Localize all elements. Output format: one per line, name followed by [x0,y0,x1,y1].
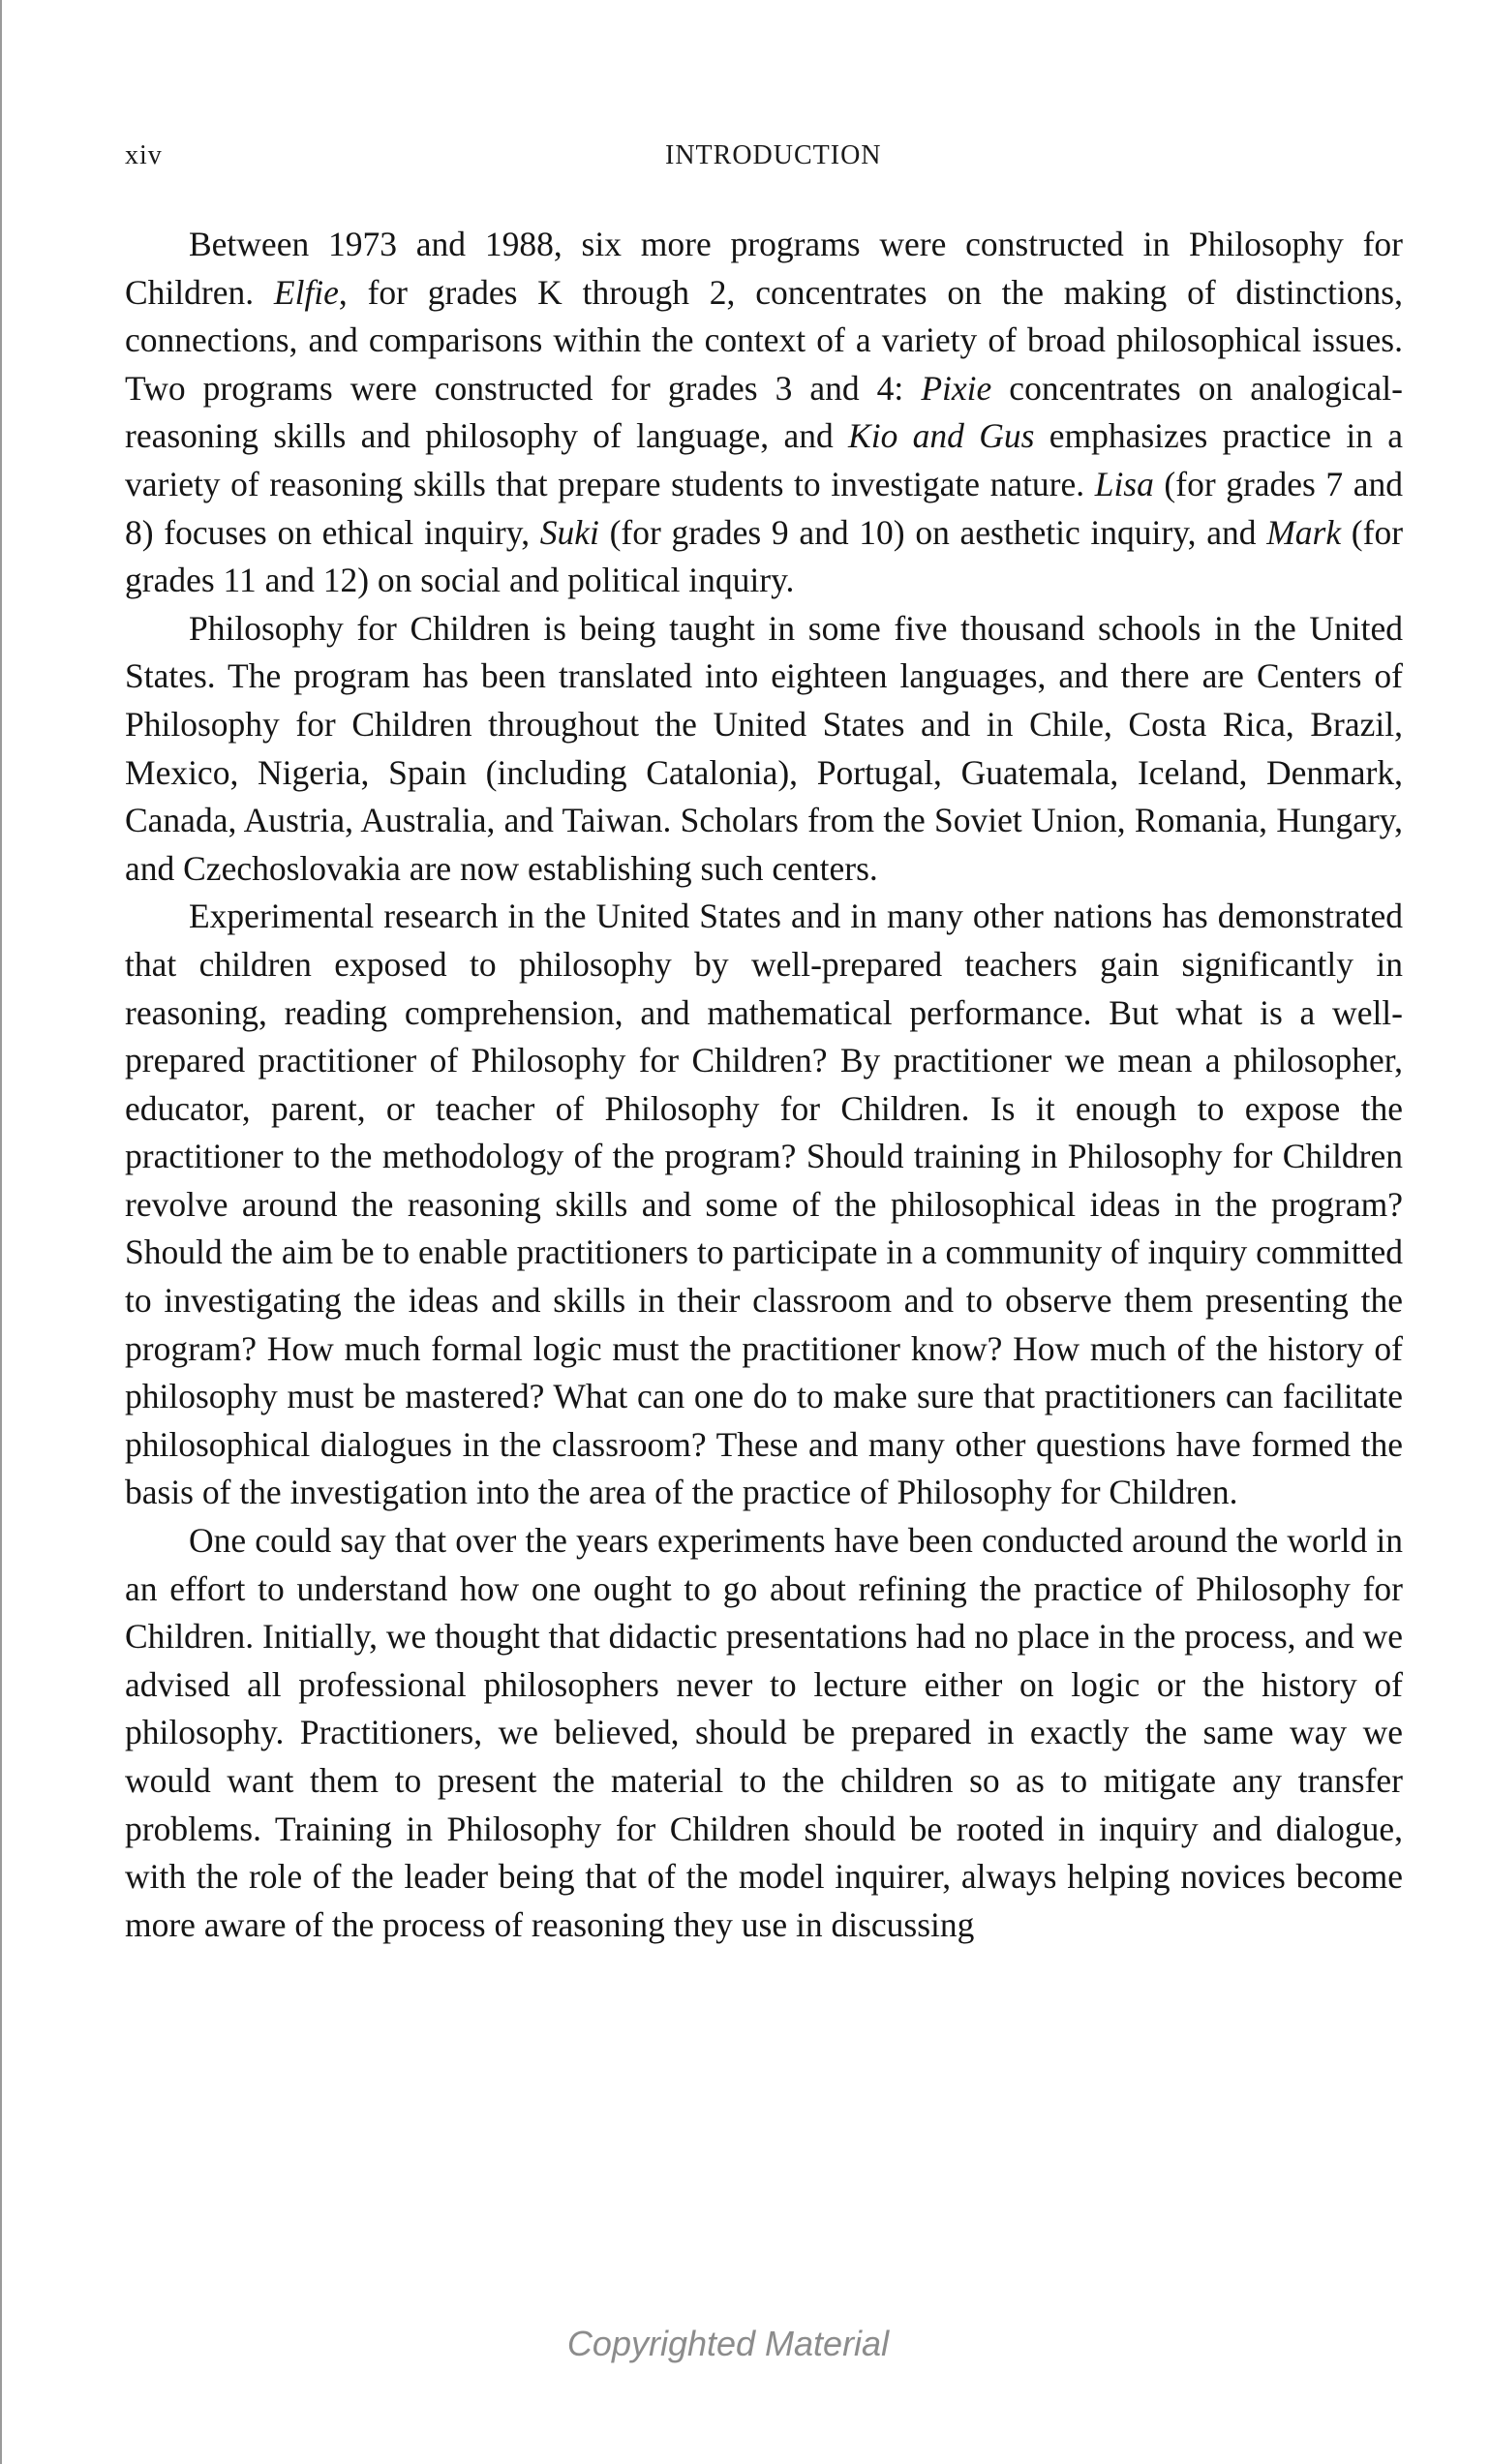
text-run: Philosophy for Children is being taught in some five thousand schools in the United States. The program has been translated into eighteen languages, and there are Centers of Philosophy for Children throughout the United States and in Chile, Costa Rica, Brazil, Mexico, Nigeria, Spain (including Catalonia), Portugal, Guatemala, Iceland, Denmark, Canada, Austria, Australia, and Taiwan. Scholars from the Soviet Union, Romania, Hungary, and Czechoslovakia are now establishing such centers. [125,608,1403,888]
running-header [125,140,1403,179]
text-run: (for grades 9 and 10) on aesthetic inquiry, and [598,512,1267,552]
book-title-pixie: Pixie [921,368,992,408]
book-title-elfie: Elfie [273,272,339,312]
text-run: emphasizes practice in a variety of reasoning skills that prepare students to investigate nature. [125,416,1403,503]
text-run: (for grades 7 and 8) focuses on ethical inquiry, [125,464,1403,552]
paragraph [125,221,1403,605]
body-text [125,221,1403,1949]
book-title-mark: Mark [1266,512,1342,552]
text-run: Experimental research in the United States and in many other nations has demonstrated that children exposed to philosophy by well-prepared teachers gain significantly in reasoning, reading comprehension, and mathematical performance. But what is a well-prepared practitioner of Philosophy for Children? By practitioner we mean a philosopher, educator, parent, or teacher of Philosophy for Children. Is it enough to expose the practitioner to the methodology of the program? Should training in Philosophy for Children revolve around the reasoning skills and some of the philosophical ideas in the program? Should the aim be to enable practitioners to participate in a community of inquiry committed to investigating the ideas and skills in their classroom and to observe them presenting the program? How much formal logic must the practitioner know? How much of the history of philosophy must be mastered? What can one do to make sure that practitioners can facilitate philosophical dialogues in the classroom? These and many other questions have formed the basis of the investigation into the area of the practice of Philosophy for Children. [125,897,1403,1512]
text-run: One could say that over the years experiments have been conducted around the world in an effort to understand how one ought to go about refining the practice of Philosophy for Children. Initially, we thought that didactic presentations had no place in the process, and we advised all professional philosophers never to lecture either on logic or the history of philosophy. Practitioners, we believed, should be prepared in exactly the same way we would want them to present the material to the children so as to mitigate any transfer problems. Training in Philosophy for Children should be rooted in inquiry and dialogue, with the role of the leader being that of the model inquirer, always helping novices become more aware of the process of reasoning they use in discussing [125,1521,1403,1944]
text-run: Between 1973 and 1988, six more programs were constructed in Philosophy for Children. [125,225,1403,312]
book-title-kio-and-gus: Kio and Gus [848,416,1035,456]
book-title-suki: Suki [539,512,599,552]
paragraph [125,605,1403,894]
book-title-lisa: Lisa [1094,464,1154,503]
paragraph [125,893,1403,1517]
text-run: , for grades K through 2, concentrates on the making of distinctions, connections, and comparisons within the context of a variety of broad philosophical issues. Two programs were constructed for grades 3 and 4: [125,272,1403,408]
text-run: (for grades 11 and 12) on social and political inquiry. [125,512,1404,600]
page-number: xiv [125,140,163,170]
text-run: concentrates on analogical-reasoning skills and philosophy of language, and [125,368,1403,456]
chapter-title: INTRODUCTION [665,140,882,170]
paragraph [125,1517,1403,1949]
copyright-watermark: Copyrighted Material [566,2324,890,2363]
